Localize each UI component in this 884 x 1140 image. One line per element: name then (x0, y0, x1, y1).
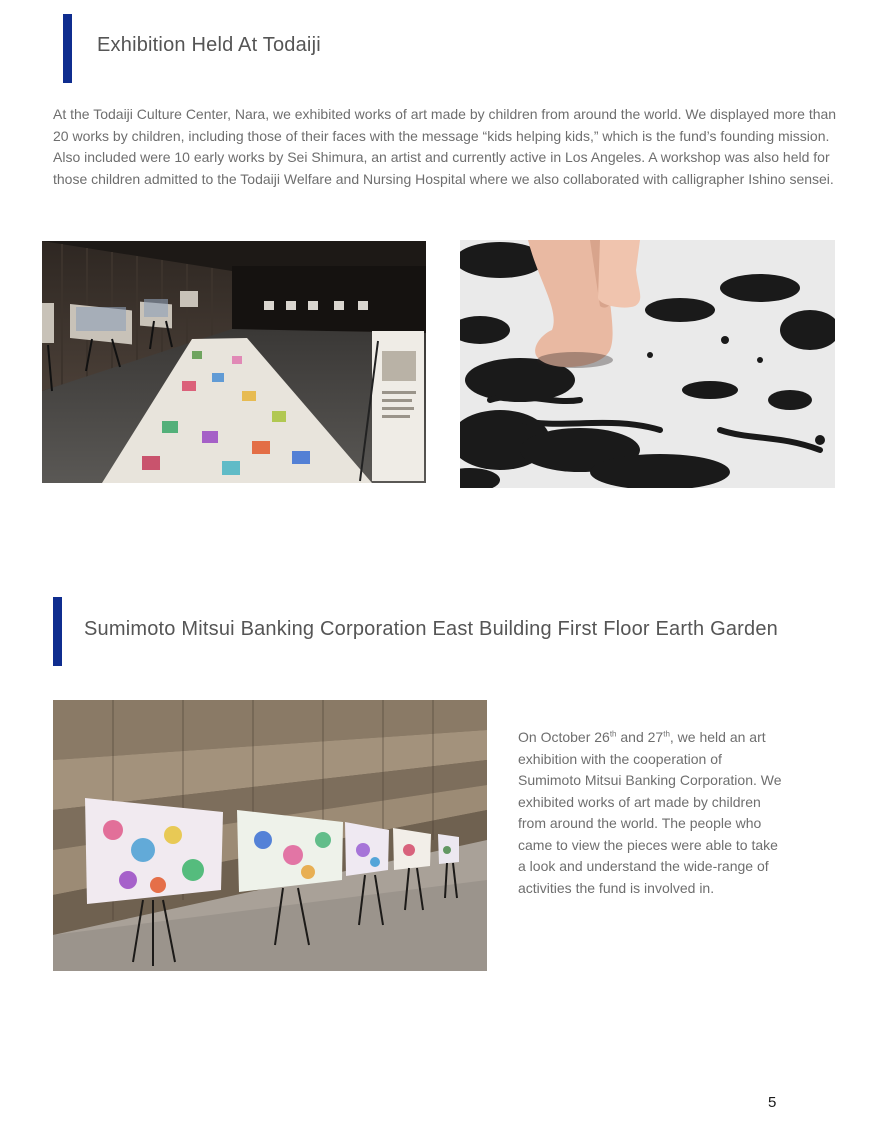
earth-garden-photo (53, 700, 487, 971)
section2-sup1: th (609, 729, 617, 739)
section2-accent-bar (53, 597, 62, 666)
feet-ink-photo (460, 240, 835, 488)
section2-body-part2: and 27 (616, 729, 664, 745)
section2-body-part1: On October 26 (518, 729, 610, 745)
page-number: 5 (768, 1094, 777, 1111)
section1-body: At the Todaiji Culture Center, Nara, we exhibited works of art made by children from around the world. We displayed more than 20 works by children, including those of their faces with the message “kids helping kids,” which is the fund’s founding mission. Also included were 10 early works by Sei Shimura, an artist and currently active in Los Angeles. A workshop was also held for those children admitted to the Todaiji Welfare and Nursing Hospital where we also collaborated with calligrapher Ishino sensei. (53, 106, 837, 187)
section2-body (518, 727, 788, 899)
section1-title: Exhibition Held At Todaiji (97, 34, 321, 56)
section2-body-part3: , we held an art exhibition with the cooperation of Sumimoto Mitsui Banking Corporation. We exhibited works of art made by children from around the world. The people who came to view the pieces were able to take a look and understand the wide-range of activities the fund is involved in. (518, 729, 782, 896)
section1-accent-bar (63, 14, 72, 83)
section2-title: Sumimoto Mitsui Banking Corporation East Building First Floor Earth Garden (84, 618, 778, 640)
exhibition-hall-photo (42, 241, 426, 483)
section2-sup2: th (663, 729, 670, 739)
